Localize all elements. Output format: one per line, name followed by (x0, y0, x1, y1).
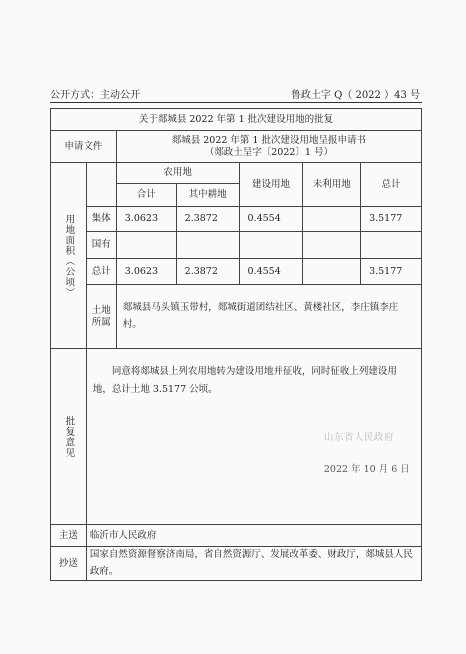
cell-construction: 0.4554 (239, 207, 303, 232)
land-area-corner (86, 163, 116, 207)
cell-total: 3.5177 (361, 207, 422, 232)
table-row (51, 259, 422, 285)
approval-table (50, 108, 422, 581)
application-label: 申请文件 (51, 131, 117, 163)
cell-construction (239, 232, 303, 259)
header-construction-land: 建设用地 (239, 163, 303, 207)
header-total: 总计 (361, 163, 422, 207)
row-type: 集体 (86, 207, 116, 232)
header-agricultural-land: 农用地 (116, 163, 239, 184)
cc-label: 抄送 (51, 547, 87, 581)
main-send-text: 临沂市人民政府 (86, 525, 421, 547)
approval-date: 2022 年 10 月 6 日 (323, 464, 410, 476)
application-file-line2: （郯政土呈字〔2022〕1 号） (204, 146, 333, 158)
header-unused-land: 未利用地 (303, 163, 361, 207)
row-type: 总计 (86, 259, 116, 285)
application-file-line1: 郯城县 2022 年第 1 批次建设用地呈报申请书 (171, 134, 367, 146)
approval-label: 批复意见 (51, 349, 87, 525)
main-send-label: 主送 (51, 525, 87, 547)
cell-arable (176, 232, 239, 259)
document-title: 关于郯城县 2022 年第 1 批次建设用地的批复 (51, 109, 422, 131)
approval-opinion (86, 349, 421, 525)
cell-agri-total: 3.0623 (116, 207, 176, 232)
table-row (51, 232, 422, 259)
location-text: 郯城县马头镇玉带村，郯城街道团结社区、黄楼社区，李庄镇李庄村。 (116, 285, 421, 349)
cell-unused (303, 232, 361, 259)
land-area-label: 用地面积（公顷） (51, 163, 87, 349)
cell-arable: 2.3872 (176, 207, 239, 232)
table-row (51, 207, 422, 232)
cc-text: 国家自然资源督察济南局，省自然资源厅、发展改革委、财政厅，郯城县人民政府。 (86, 547, 421, 581)
approval-text: 同意将郯城县上列农用地转为建设用地并征收，同时征收上列建设用地，总计土地 3.5177 公顷。 (92, 366, 397, 396)
seal-stamp: 山东省人民政府 (323, 432, 394, 444)
cell-unused (303, 207, 361, 232)
header-arable-land: 其中耕地 (176, 184, 239, 207)
cell-arable: 2.3872 (176, 259, 239, 285)
disclosure-method: 公开方式：主动公开 (50, 90, 140, 101)
cell-agri-total: 3.0623 (116, 259, 176, 285)
cell-agri-total (116, 232, 176, 259)
cell-total (361, 232, 422, 259)
header-rule (50, 102, 422, 103)
seal-area (93, 399, 415, 519)
header-agri-total: 合计 (116, 184, 176, 207)
cell-construction: 0.4554 (239, 259, 303, 285)
cell-total: 3.5177 (361, 259, 422, 285)
location-label: 土地所属 (86, 285, 116, 349)
cell-unused (303, 259, 361, 285)
document-number: 鲁政土字 Q（ 2022 ）43 号 (290, 90, 420, 101)
application-file (116, 131, 421, 163)
row-type: 国有 (86, 232, 116, 259)
